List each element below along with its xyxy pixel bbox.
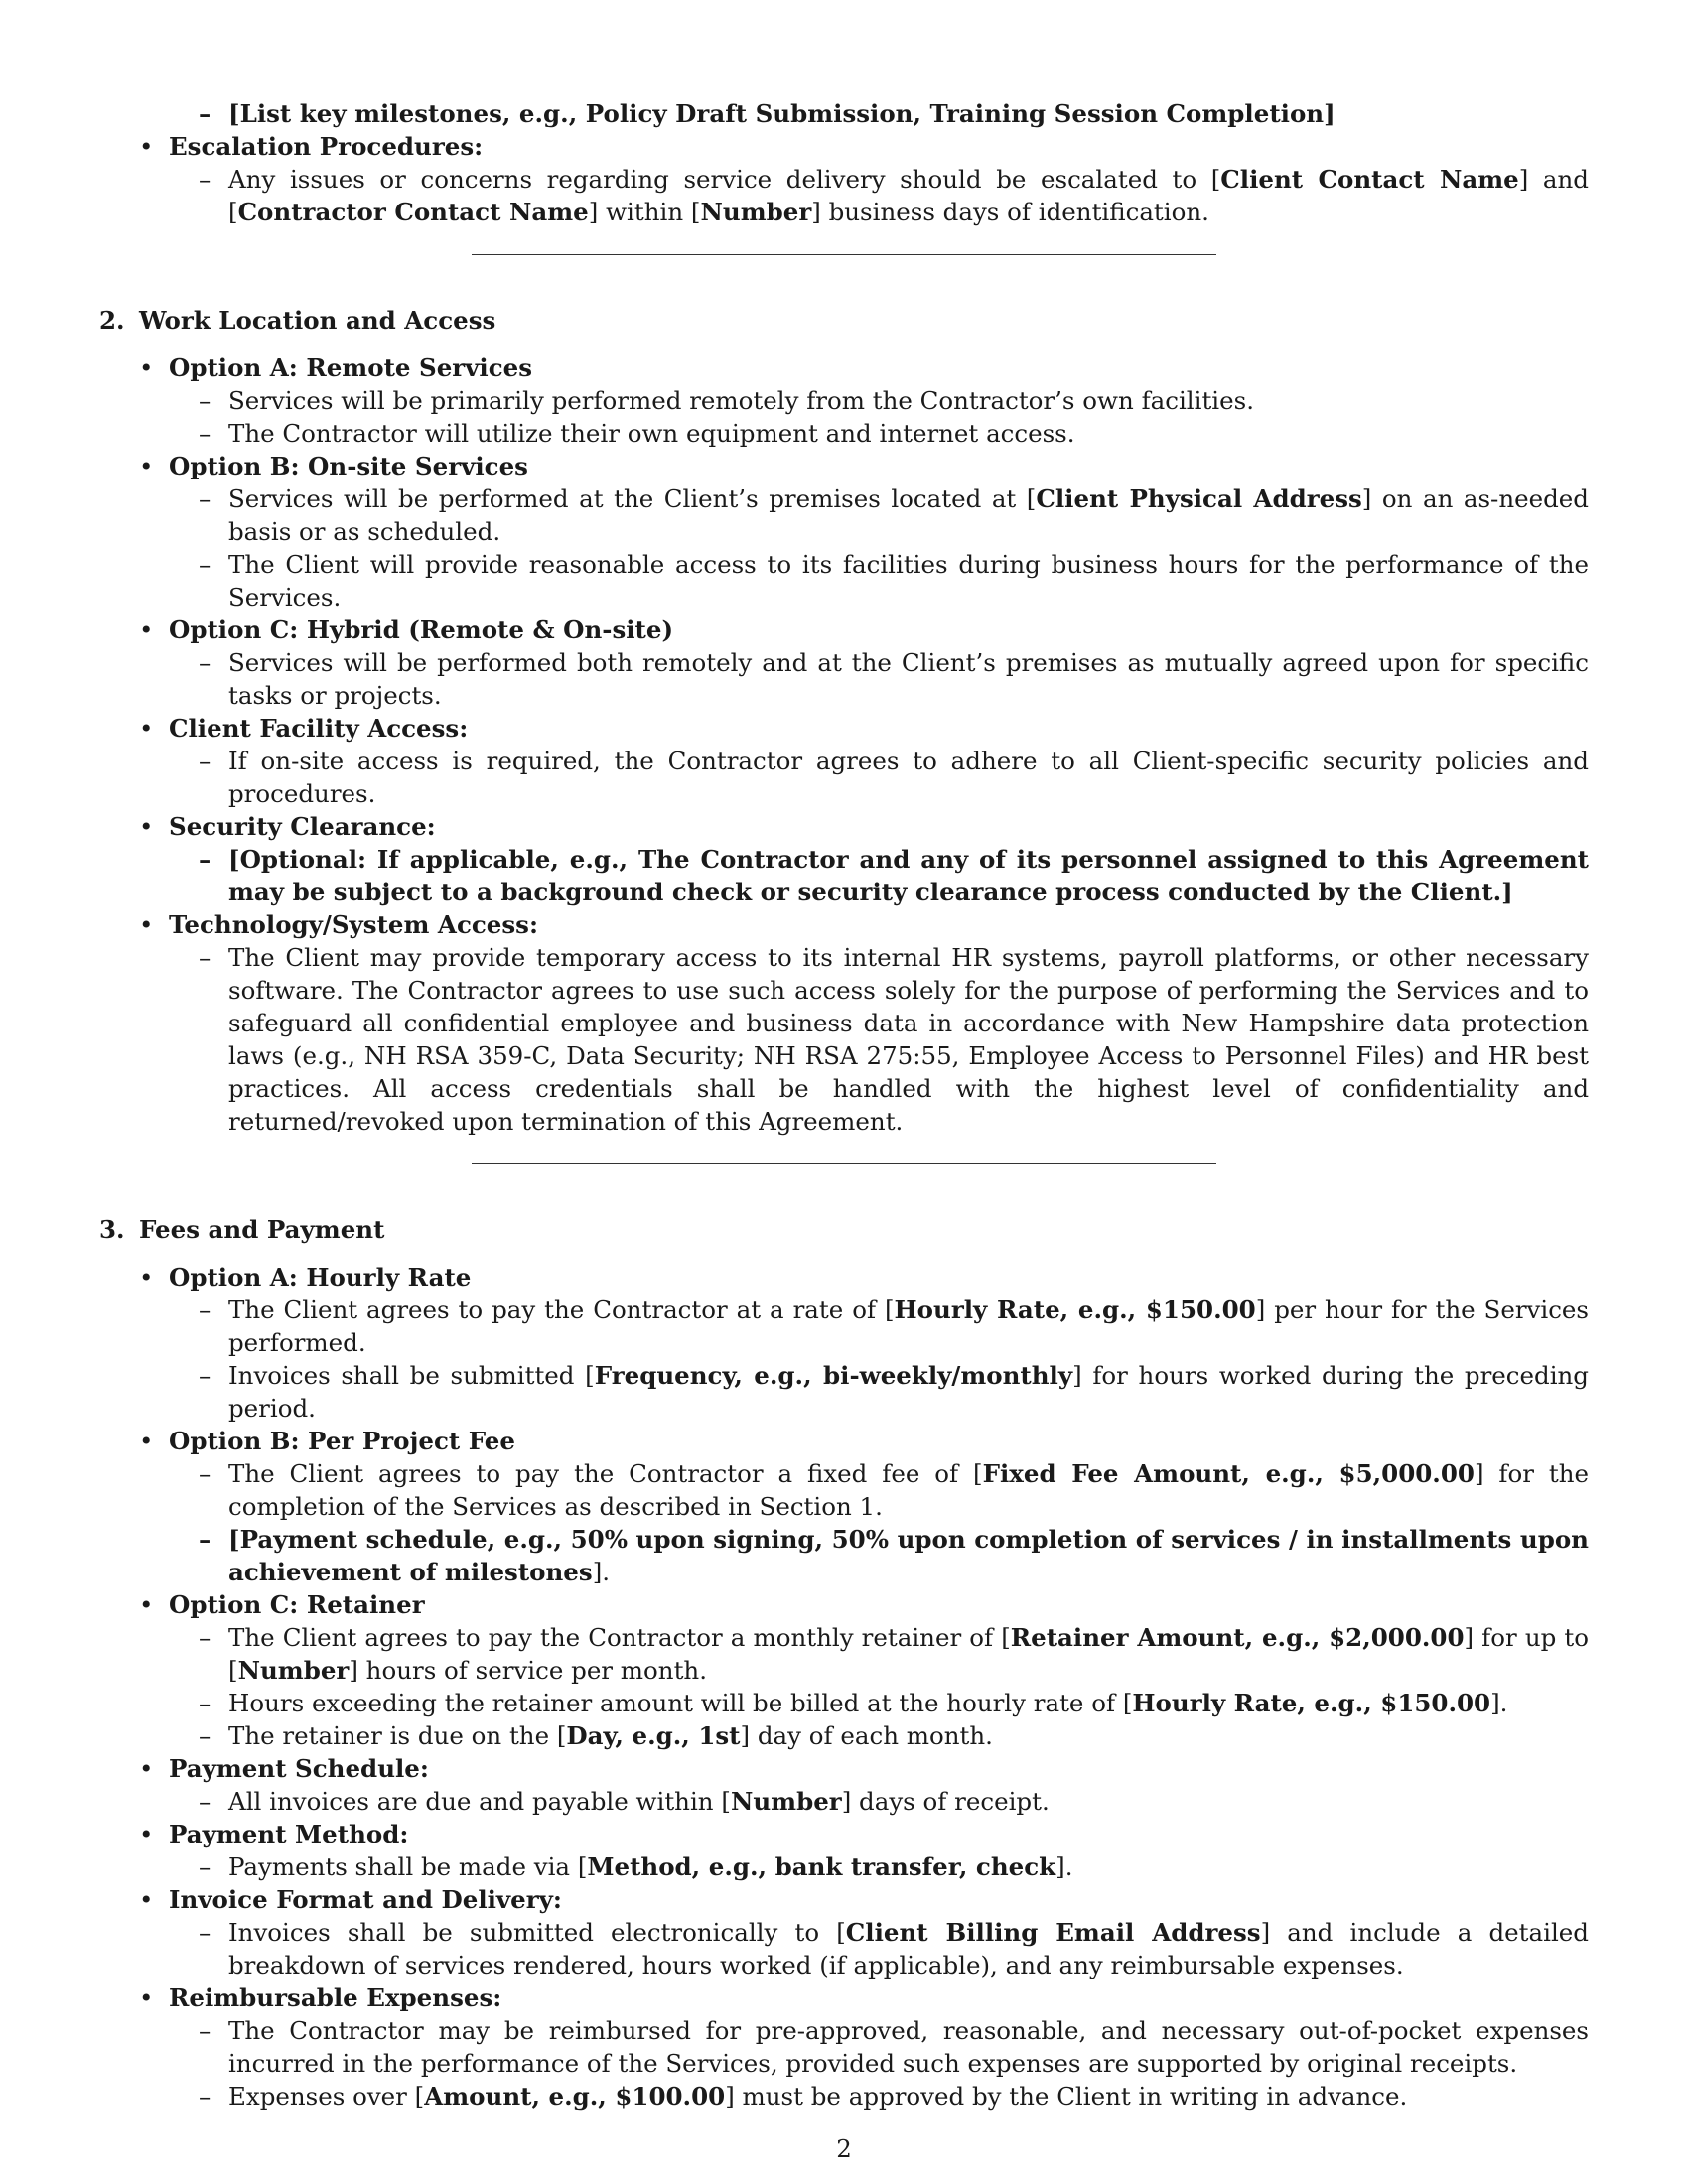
list-item [169, 908, 1589, 1138]
sublist [169, 2014, 1589, 2113]
number-placeholder: Number [730, 1787, 842, 1816]
hourly-rate-placeholder: Hourly Rate, e.g., $150.00 [894, 1296, 1256, 1324]
retainer-placeholder: Retainer Amount, e.g., $2,000.00 [1010, 1623, 1465, 1652]
list-item [169, 1588, 1589, 1752]
sublist-item: – Payments shall be made via [Method, e.g., bank transfer, check]. [228, 1850, 1589, 1883]
list-item [169, 810, 1589, 908]
day-placeholder: Day, e.g., 1st [566, 1721, 741, 1750]
sublist [169, 1785, 1589, 1818]
sublist-item: – The Client agrees to pay the Contractor at a rate of [Hourly Rate, e.g., $150.00] per hour for the Services performed. [228, 1294, 1589, 1359]
list-item [169, 450, 1589, 614]
option-heading: Client Facility Access: [169, 714, 469, 743]
page-content [99, 97, 1589, 2113]
hourly-rate-placeholder: Hourly Rate, e.g., $150.00 [1132, 1689, 1491, 1717]
sublist-item: – Expenses over [Amount, e.g., $100.00] must be approved by the Client in writing in advance. [228, 2080, 1589, 2113]
list-item [169, 1981, 1589, 2113]
contractor-contact-placeholder: Contractor Contact Name [237, 198, 589, 226]
fixed-fee-placeholder: Fixed Fee Amount, e.g., $5,000.00 [982, 1459, 1475, 1488]
list-item [169, 1425, 1589, 1588]
section-heading: Fees and Payment [139, 1215, 385, 1244]
section-heading: Work Location and Access [139, 306, 496, 335]
sublist [169, 482, 1589, 614]
milestones-item: – [List key milestones, e.g., Policy Draft Submission, Training Session Completion] [228, 97, 1589, 130]
horizontal-rule [472, 254, 1216, 255]
horizontal-rule [472, 1163, 1216, 1164]
escalation-heading: Escalation Procedures: [169, 132, 484, 161]
list-item [169, 1883, 1589, 1981]
sublist-item: – All invoices are due and payable within [Number] days of receipt. [228, 1785, 1589, 1818]
number-placeholder: Number [700, 198, 812, 226]
section-3-title [99, 1213, 1589, 1246]
sublist-item: – If on-site access is required, the Contractor agrees to adhere to all Client-specific security policies and procedures. [228, 745, 1589, 810]
continued-list [99, 97, 1589, 228]
option-heading: Option A: Remote Services [169, 353, 533, 382]
sublist-item: – The Client will provide reasonable access to its facilities during business hours for the performance of the Services. [228, 548, 1589, 614]
option-heading: Option C: Retainer [169, 1590, 425, 1619]
page-number: 2 [836, 2134, 852, 2163]
sublist [169, 646, 1589, 712]
sublist-item: – The retainer is due on the [Day, e.g., 1st] day of each month. [228, 1719, 1589, 1752]
sublist [169, 1916, 1589, 1981]
list-item [169, 1818, 1589, 1883]
sublist [169, 1457, 1589, 1588]
option-heading: Invoice Format and Delivery: [169, 1885, 562, 1914]
sublist-item: – Services will be performed both remotely and at the Client’s premises as mutually agreed upon for specific tasks or projects. [228, 646, 1589, 712]
sublist-item: – The Contractor may be reimbursed for pre-approved, reasonable, and necessary out-of-pocket expenses incurred in the performance of the Services, provided such expenses are supported by original receipts. [228, 2014, 1589, 2080]
address-placeholder: Client Physical Address [1036, 484, 1362, 513]
continued-item [169, 97, 1589, 130]
option-heading: Option B: Per Project Fee [169, 1427, 515, 1455]
sublist [169, 843, 1589, 908]
section-3-list [99, 1261, 1589, 2113]
sublist-item: – [Payment schedule, e.g., 50% upon signing, 50% upon completion of services / in installments upon achievement of milestones]. [228, 1523, 1589, 1588]
milestones-sublist [169, 97, 1589, 130]
escalation-item [169, 130, 1589, 228]
sublist-item: – The Client agrees to pay the Contractor a fixed fee of [Fixed Fee Amount, e.g., $5,000.00] for the completion of the Services as described in Section 1. [228, 1457, 1589, 1523]
sublist-item: – Invoices shall be submitted electronically to [Client Billing Email Address] and include a detailed breakdown of services rendered, hours worked (if applicable), and any reimbursable expenses. [228, 1916, 1589, 1981]
sublist-item: – The Contractor will utilize their own equipment and internet access. [228, 417, 1589, 450]
number-placeholder: Number [237, 1656, 350, 1685]
section-2-list [99, 351, 1589, 1138]
option-heading: Reimbursable Expenses: [169, 1983, 502, 2012]
sublist-item: – The Client agrees to pay the Contractor a monthly retainer of [Retainer Amount, e.g., $2,000.00] for up to [Number] hours of service per month. [228, 1621, 1589, 1687]
list-item [169, 712, 1589, 810]
section-number: 3. [99, 1215, 125, 1244]
sublist-item: – Services will be primarily performed remotely from the Contractor’s own facilities. [228, 384, 1589, 417]
list-item [169, 614, 1589, 712]
sublist-item: – [Optional: If applicable, e.g., The Contractor and any of its personnel assigned to this Agreement may be subject to a background check or security clearance process conducted by the Client.] [228, 843, 1589, 908]
option-heading: Option B: On-site Services [169, 452, 528, 480]
sublist [169, 1621, 1589, 1752]
option-heading: Option A: Hourly Rate [169, 1263, 472, 1292]
option-heading: Payment Schedule: [169, 1754, 429, 1783]
sublist [169, 384, 1589, 450]
sublist [169, 1294, 1589, 1425]
section-2-title [99, 304, 1589, 337]
amount-placeholder: Amount, e.g., $100.00 [424, 2082, 726, 2111]
list-item [169, 1261, 1589, 1425]
option-heading: Option C: Hybrid (Remote & On-site) [169, 615, 674, 644]
frequency-placeholder: Frequency, e.g., bi-weekly/monthly [594, 1361, 1073, 1390]
sublist-item: – The Client may provide temporary access to its internal HR systems, payroll platforms, or other necessary software. The Contractor agrees to use such access solely for the purpose of performing the Services and to safeguard all confidential employee and business data in accordance with New Hampshire data protection laws (e.g., NH RSA 359-C, Data Security; NH RSA 275:55, Employee Access to Personnel Files) and HR best practices. All access credentials shall be handled with the highest level of confidentiality and returned/revoked upon termination of this Agreement. [228, 941, 1589, 1138]
option-heading: Security Clearance: [169, 812, 436, 841]
escalation-sublist [169, 163, 1589, 228]
section-number: 2. [99, 306, 125, 335]
sublist [169, 1850, 1589, 1883]
sublist-item: – Invoices shall be submitted [Frequency, e.g., bi-weekly/monthly] for hours worked during the preceding period. [228, 1359, 1589, 1425]
client-contact-placeholder: Client Contact Name [1220, 165, 1519, 194]
sublist [169, 745, 1589, 810]
sublist [169, 941, 1589, 1138]
billing-email-placeholder: Client Billing Email Address [845, 1918, 1261, 1947]
option-heading: Technology/System Access: [169, 910, 538, 939]
option-heading: Payment Method: [169, 1820, 409, 1848]
escalation-text: – Any issues or concerns regarding service delivery should be escalated to [Client Contact Name] and [Contractor Contact Name] within [Number] business days of identification. [228, 163, 1589, 228]
sublist-item: – Hours exceeding the retainer amount will be billed at the hourly rate of [Hourly Rate, e.g., $150.00]. [228, 1687, 1589, 1719]
list-item [169, 351, 1589, 450]
method-placeholder: Method, e.g., bank transfer, check [587, 1852, 1056, 1881]
payment-schedule-placeholder: Payment schedule, e.g., 50% upon signing, 50% upon completion of services / in installments upon achievement of milestones [228, 1525, 1589, 1586]
list-item [169, 1752, 1589, 1818]
sublist-item: – Services will be performed at the Client’s premises located at [Client Physical Address] on an as-needed basis or as scheduled. [228, 482, 1589, 548]
